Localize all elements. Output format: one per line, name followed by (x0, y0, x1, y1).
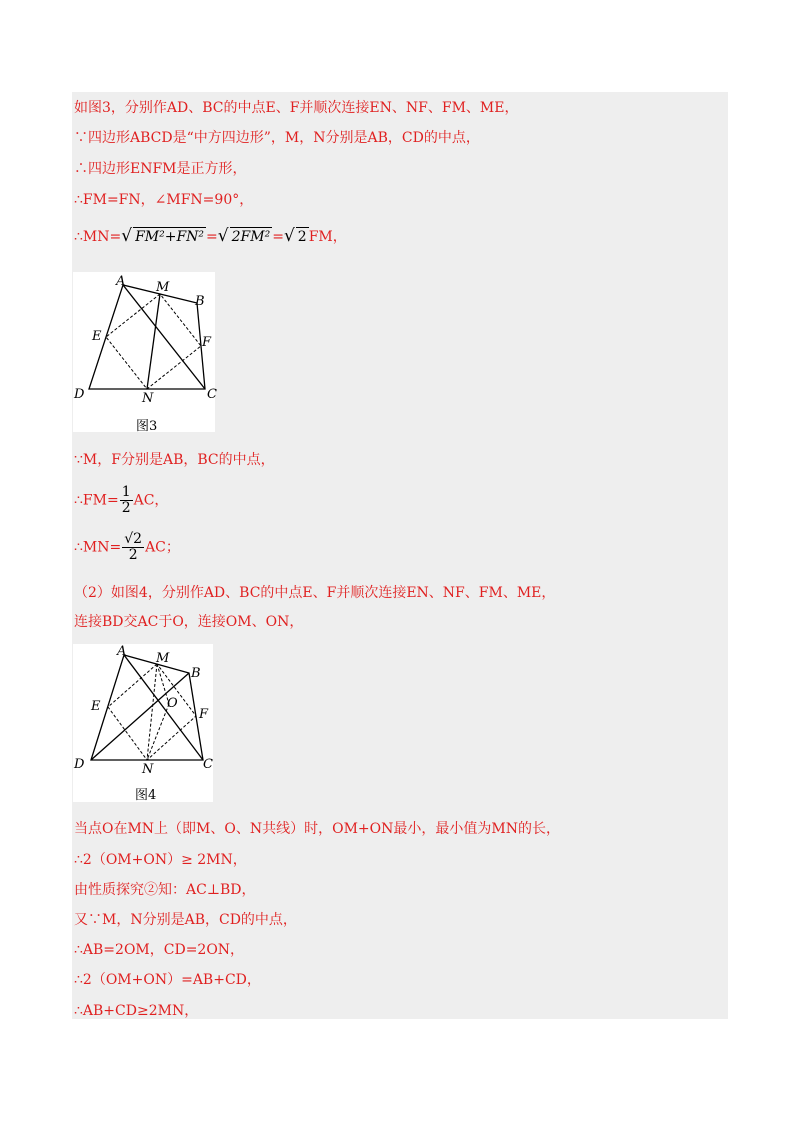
label-f: F (202, 335, 212, 350)
fraction-numerator: 1 (121, 484, 131, 500)
label-a: A (116, 274, 126, 289)
label-d: D (74, 387, 85, 402)
label-d: D (74, 757, 85, 772)
line-14-text: 又∵M，N分别是AB，CD的中点， (74, 912, 297, 928)
line-10 (74, 613, 303, 631)
segment-on (147, 704, 169, 760)
formula-suffix: FM， (308, 229, 347, 245)
line-5-formula (74, 227, 347, 246)
line-1-text: 如图3，分别作AD、BC的中点E、F并顺次连接EN、NF、FM、ME， (74, 100, 519, 116)
line-12 (74, 851, 247, 869)
quadrilateral-abcd (89, 285, 205, 389)
line-13 (74, 881, 256, 899)
label-f: F (199, 707, 209, 722)
line-4-text: ∴FM=FN，∠MFN=90°， (74, 192, 254, 208)
label-n: N (142, 391, 154, 406)
line-14 (74, 911, 297, 929)
label-b: B (195, 294, 205, 309)
line-16-text: ∴2（OM+ON）=AB+CD， (74, 972, 261, 988)
line-13-text: 由性质探究②知：AC⊥BD， (74, 882, 256, 898)
label-m: M (156, 280, 170, 295)
figure-3 (73, 272, 215, 432)
line-15-text: ∴AB=2OM，CD=2ON， (74, 942, 245, 958)
label-b: B (191, 666, 201, 681)
line-10-text: 连接BD交AC于O，连接OM、ON， (74, 614, 304, 630)
figure-3-diagram (73, 272, 215, 432)
line-15 (74, 941, 244, 959)
mn-prefix: ∴MN= (74, 539, 122, 556)
fraction-one-half (120, 485, 133, 516)
sqrt-radicand-1: FM²+FN² (135, 229, 205, 245)
label-e: E (92, 329, 102, 344)
equals-2: = (272, 229, 284, 245)
sqrt-radicand-2: 2FM² (231, 229, 271, 245)
label-m: M (156, 651, 170, 666)
equals-1: = (206, 229, 218, 245)
line-1 (74, 99, 518, 117)
label-c: C (207, 387, 217, 402)
sqrt-symbol: √ (283, 226, 295, 246)
segment-mn (147, 294, 160, 389)
label-e: E (91, 699, 101, 714)
line-6-text: ∵M，F分别是AB，BC的中点， (74, 452, 275, 468)
line-3 (74, 160, 247, 178)
line-17-text: ∴AB+CD≥2MN， (74, 1003, 199, 1019)
fraction-denominator: 2 (121, 500, 131, 516)
line-2-text: ∵四边形ABCD是“中方四边形”，M，N分别是AB，CD的中点， (74, 130, 480, 146)
line-11 (74, 820, 560, 838)
figure-4-diagram (73, 644, 213, 802)
fraction-denominator: 2 (128, 547, 138, 563)
label-a: A (117, 644, 127, 659)
line-16 (74, 971, 261, 989)
sqrt-symbol: √ (217, 226, 229, 246)
figure-4-caption: 图4 (135, 788, 157, 803)
line-4 (74, 191, 253, 209)
fm-prefix: ∴FM= (74, 492, 119, 509)
segment-mn (147, 664, 157, 760)
line-8-formula (74, 532, 180, 563)
label-n: N (142, 762, 154, 777)
sqrt-symbol: √ (121, 226, 133, 246)
label-c: C (203, 757, 213, 772)
fraction-root2-half (122, 532, 144, 563)
fm-suffix: AC， (133, 492, 169, 509)
line-9-text: （2）如图4，分别作AD、BC的中点E、F并顺次连接EN、NF、FM、ME， (74, 585, 556, 601)
figure-3-caption: 图3 (136, 419, 158, 434)
line-17 (74, 1002, 198, 1020)
figure-4 (73, 644, 213, 802)
line-2 (74, 129, 480, 147)
fraction-numerator: √2 (124, 531, 143, 547)
line-11-text: 当点O在MN上（即M、O、N共线）时，OM+ON最小，最小值为MN的长， (74, 821, 560, 837)
line-9 (74, 584, 555, 602)
line-12-text: ∴2（OM+ON）≥ 2MN， (74, 852, 247, 868)
sqrt-radicand-3: 2 (297, 229, 307, 245)
line-3-text: ∴四边形ENFM是正方形， (74, 161, 247, 177)
formula-prefix: ∴MN= (74, 229, 122, 245)
line-6 (74, 451, 275, 469)
mn-suffix: AC； (145, 539, 180, 556)
diagonal-bd (91, 673, 189, 760)
label-o: O (167, 696, 178, 711)
line-7-formula (74, 485, 168, 516)
